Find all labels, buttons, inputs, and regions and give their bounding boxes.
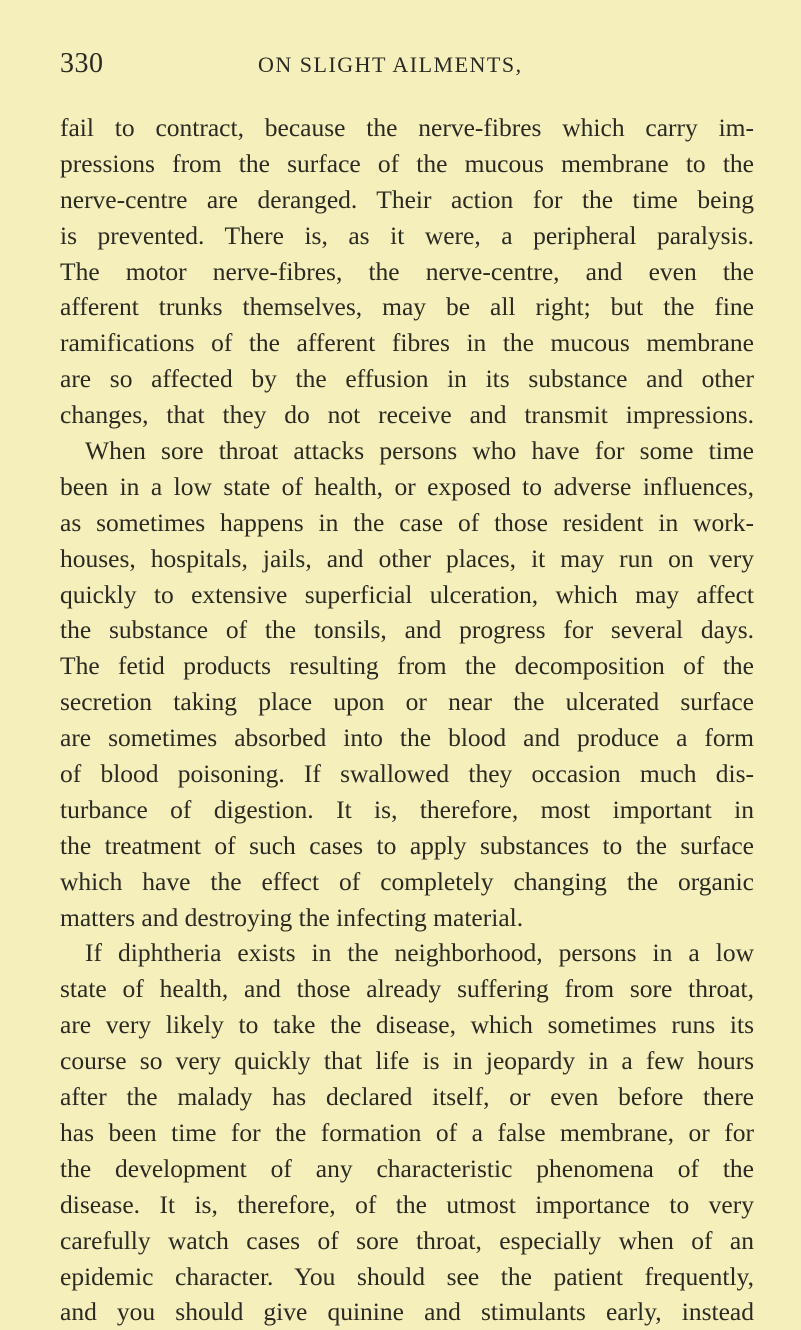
text-line: quickly to extensive superficial ulceration, which may affect	[60, 579, 754, 609]
running-head: ON SLIGHT AILMENTS,	[258, 52, 523, 77]
text-line: turbance of digestion. It is, therefore, most important in	[60, 794, 754, 824]
text-line: afferent trunks themselves, may be all right; but the fine	[60, 292, 754, 322]
text-line: The motor nerve-fibres, the nerve-centre, and even the	[60, 256, 754, 286]
body-text	[60, 110, 754, 1330]
text-line: fail to contract, because the nerve-fibres which carry im-	[60, 113, 754, 142]
text-line: disease. It is, therefore, of the utmost importance to very	[60, 1189, 754, 1219]
text-line: been in a low state of health, or exposed to adverse influences,	[60, 471, 754, 501]
text-line: course so very quickly that life is in jeopardy in a few hours	[60, 1046, 754, 1076]
text-line: the substance of the tonsils, and progress for several days.	[60, 615, 754, 645]
text-line: ramifications of the afferent fibres in the mucous membrane	[60, 328, 754, 358]
text-line: If diphtheria exists in the neighborhood, persons in a low	[85, 938, 754, 968]
text-line: after the malady has declared itself, or even before there	[60, 1082, 754, 1112]
text-line: are very likely to take the disease, which sometimes runs its	[60, 1010, 754, 1040]
text-line: the development of any characteristic phenomena of the	[60, 1153, 754, 1183]
text-line: has been time for the formation of a false membrane, or for	[60, 1117, 754, 1147]
text-line: the treatment of such cases to apply substances to the surface	[60, 830, 754, 860]
text-line: houses, hospitals, jails, and other places, it may run on very	[60, 543, 754, 573]
text-line: state of health, and those already suffering from sore throat,	[60, 974, 754, 1004]
text-line: nerve-centre are deranged. Their action for the time being	[60, 184, 754, 214]
text-line: pressions from the surface of the mucous membrane to the	[60, 148, 754, 178]
page-number: 330	[60, 48, 104, 79]
text-line: secretion taking place upon or near the ulcerated surface	[60, 687, 754, 717]
text-line: are sometimes absorbed into the blood and produce a form	[60, 723, 754, 753]
text-line: is prevented. There is, as it were, a peripheral paralysis.	[60, 220, 754, 250]
text-line: carefully watch cases of sore throat, especially when of an	[60, 1225, 754, 1255]
text-line: When sore throat attacks persons who have for some time	[85, 436, 754, 466]
text-line: of blood poisoning. If swallowed they occasion much dis-	[60, 759, 754, 789]
text-line: changes, that they do not receive and transmit impressions.	[60, 400, 754, 430]
text-line: and you should give quinine and stimulants early, instead	[60, 1297, 754, 1327]
page-header	[60, 48, 760, 88]
text-line: as sometimes happens in the case of those resident in work-	[60, 507, 754, 537]
text-line: epidemic character. You should see the patient frequently,	[60, 1261, 754, 1291]
text-line: are so affected by the effusion in its substance and other	[60, 364, 754, 394]
text-line: which have the effect of completely changing the organic	[60, 866, 754, 896]
text-line: The fetid products resulting from the decomposition of the	[60, 651, 754, 681]
text-line: matters and destroying the infecting material.	[60, 902, 524, 932]
